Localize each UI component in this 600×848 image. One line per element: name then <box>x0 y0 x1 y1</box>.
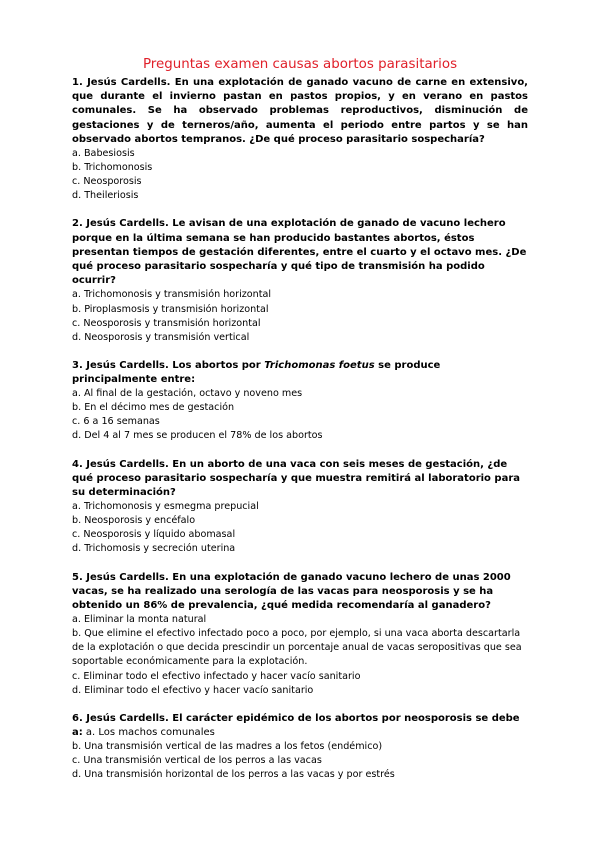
stem-text: se produce principalmente entre: <box>72 359 441 385</box>
answer-option: d. Trichomosis y secreción uterina <box>72 543 236 555</box>
answer-option: b. Trichomonosis <box>72 162 153 174</box>
answer-option: d. Eliminar todo el efectivo y hacer vacío sanitario <box>72 684 314 696</box>
answer-option: a. Los machos comunales <box>82 726 215 738</box>
answer-option: b. Piroplasmosis y transmisión horizontal <box>72 303 269 315</box>
question-6 <box>72 712 528 783</box>
question-stem: 1. Jesús Cardells. En una explotación de ganado vacuno de carne en extensivo, que durante el invierno pastan en pastos propios, y en verano en pastos comunales. Se ha observado problemas reproductivos, disminución de gestaciones y de terneros/año, aumenta el periodo entre partos y se han observado abortos tempranos. ¿De qué proceso parasitario sospecharía? <box>72 77 528 145</box>
answer-option: c. Eliminar todo el efectivo infectado y hacer vacío sanitario <box>72 670 361 682</box>
question-5 <box>72 571 528 698</box>
question-3 <box>72 359 528 444</box>
answer-option: c. Neosporosis <box>72 176 142 188</box>
stem-text: 6. Jesús Cardells. El carácter epidémico de los abortos por neosporosis se debe a: <box>72 712 520 738</box>
answer-option: a. Eliminar la monta natural <box>72 614 207 626</box>
question-4 <box>72 458 528 557</box>
answer-option: b. En el décimo mes de gestación <box>72 402 235 414</box>
question-2 <box>72 217 528 344</box>
question-stem: 2. Jesús Cardells. Le avisan de una explotación de ganado de vacuno lechero porque en la última semana se han producido bastantes abortos, éstos presentan tiempos de gestación diferentes, entre el cuarto y el octavo mes. ¿De qué proceso parasitario sospecharía y qué tipo de transmisión ha podido ocurrir? <box>72 218 527 287</box>
document-title: Preguntas examen causas abortos parasitarios <box>142 57 458 72</box>
answer-option: c. Neosporosis y líquido abomasal <box>72 529 236 541</box>
stem-species-italic: Trichomonas foetus <box>264 359 375 371</box>
answer-option: d. Neosporosis y transmisión vertical <box>72 331 250 343</box>
answer-option: d. Del 4 al 7 mes se producen el 78% de los abortos <box>72 430 323 442</box>
question-stem: 5. Jesús Cardells. En una explotación de ganado vacuno lechero de unas 2000 vacas, se ha realizado una serología de las vacas para neosporosis y se ha obtenido un 86% de prevalencia, ¿qué medida recomendaría al ganadero? <box>72 571 511 611</box>
question-stem <box>72 712 528 740</box>
answer-option: d. Una transmisión horizontal de los perros a las vacas y por estrés <box>72 769 395 781</box>
answer-option: a. Trichomonosis y transmisión horizontal <box>72 289 272 301</box>
answer-option: a. Al final de la gestación, octavo y noveno mes <box>72 388 303 400</box>
answer-option: a. Babesiosis <box>72 148 135 160</box>
answer-option: c. Una transmisión vertical de los perros a las vacas <box>72 755 322 767</box>
answer-option: b. Que elimine el efectivo infectado poco a poco, por ejemplo, si una vaca aborta descartarla de la explotación o que decida prescindir un porcentaje anual de vacas seropositivas que sea soportable económicamente para la explotación. <box>72 628 522 668</box>
question-stem: 4. Jesús Cardells. En un aborto de una vaca con seis meses de gestación, ¿de qué proceso parasitario sospecharía y que muestra remitirá al laboratorio para su determinación? <box>72 458 520 498</box>
question-1 <box>72 76 528 203</box>
question-stem <box>72 359 528 387</box>
answer-option: a. Trichomonosis y esmegma prepucial <box>72 501 259 513</box>
answer-option: c. 6 a 16 semanas <box>72 416 160 428</box>
stem-text: 3. Jesús Cardells. Los abortos por <box>72 359 265 371</box>
answer-option: c. Neosporosis y transmisión horizontal <box>72 317 261 329</box>
answer-option: b. Una transmisión vertical de las madres a los fetos (endémico) <box>72 741 383 753</box>
answer-option: d. Theileriosis <box>72 190 139 202</box>
answer-option: b. Neosporosis y encéfalo <box>72 515 196 527</box>
document-page <box>72 56 528 796</box>
